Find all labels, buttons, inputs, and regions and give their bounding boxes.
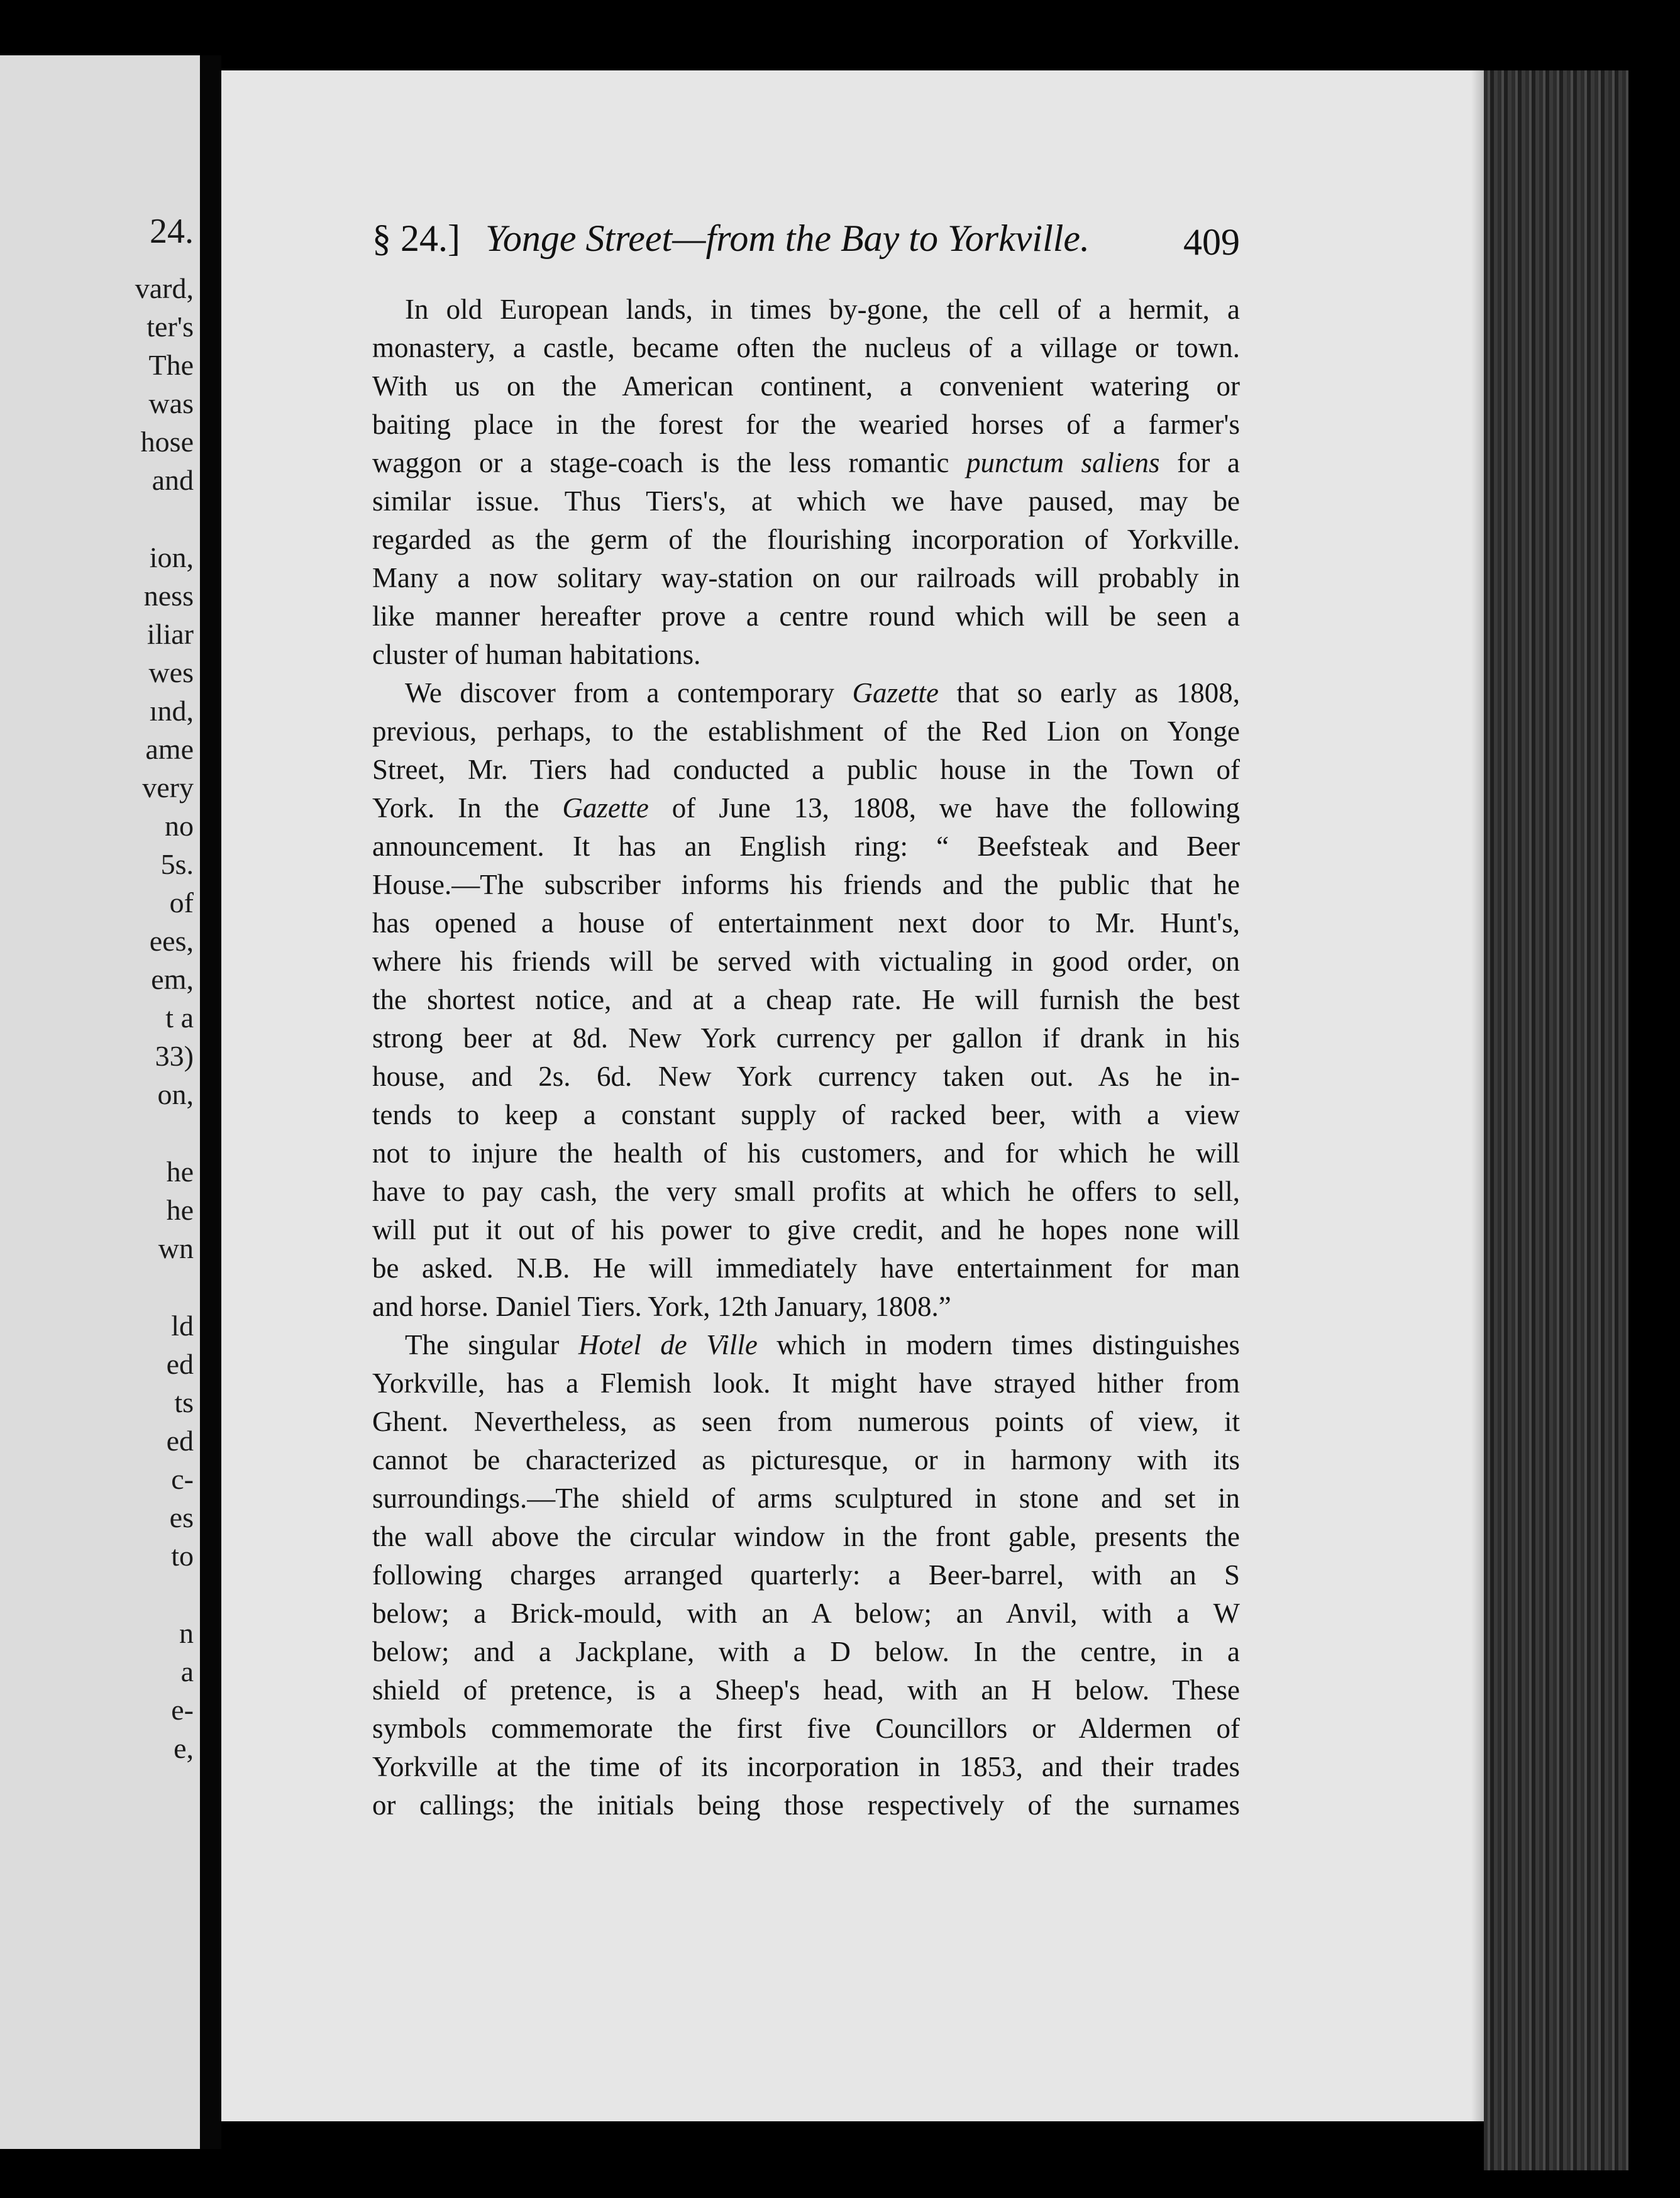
text-line: not to injure the health of his customers, and for which he will: [372, 1137, 1240, 1169]
previous-page-line-fragment: em,: [151, 963, 194, 995]
text-line: [372, 789, 1240, 827]
previous-page-line-fragment: The: [148, 349, 194, 381]
previous-page-line-fragment: [135, 499, 194, 538]
italic-phrase: Hotel de Ville: [578, 1329, 758, 1361]
text-line: and horse. Daniel Tiers. York, 12th January, 1808.”: [372, 1291, 951, 1322]
text-line: With us on the American continent, a convenient watering or: [372, 370, 1240, 402]
previous-page-line-fragment: wn: [158, 1232, 194, 1264]
text-line: monastery, a castle, became often the nucleus of a village or town.: [372, 332, 1240, 363]
previous-page-text: [135, 213, 194, 1767]
previous-page-line-fragment: c-: [171, 1463, 194, 1495]
previous-page-line-fragment: on,: [157, 1078, 194, 1110]
previous-page-line-fragment: ter's: [146, 311, 194, 343]
previous-page-line-fragment: ees,: [149, 925, 194, 957]
text-line: following charges arranged quarterly: a Beer-barrel, with an S: [372, 1559, 1240, 1591]
page-number: 409: [1183, 221, 1240, 263]
previous-page-line-fragment: es: [169, 1501, 194, 1533]
previous-page-line-fragment: n: [179, 1617, 194, 1649]
previous-page-line-fragment: he: [166, 1156, 194, 1188]
previous-page-line-fragment: ion,: [149, 541, 194, 573]
previous-page-line-fragment: [135, 1575, 194, 1614]
previous-page-line-fragment: t a: [165, 1002, 194, 1034]
text-line-segment: of June 13, 1808, we have the following: [648, 792, 1240, 824]
text-line: Yorkville, has a Flemish look. It might have strayed hither from: [372, 1367, 1240, 1399]
text-line: announcement. It has an English ring: “ Beefsteak and Beer: [372, 831, 1240, 862]
text-line: House.—The subscriber informs his friends and the public that he: [372, 869, 1240, 900]
text-line-segment: for a: [1159, 447, 1240, 478]
previous-page-line-fragment: ame: [145, 733, 194, 765]
text-line: where his friends will be served with victualing in good order, on: [372, 946, 1240, 977]
book-gutter: [200, 55, 221, 2149]
text-line-segment: waggon or a stage-coach is the less romantic: [372, 447, 966, 478]
text-line: Ghent. Nevertheless, as seen from numerous points of view, it: [372, 1406, 1240, 1437]
previous-page-line-fragment: ts: [174, 1386, 194, 1418]
previous-page-line-fragment: 33): [155, 1040, 194, 1072]
previous-page-line-fragment: iliar: [146, 618, 194, 650]
text-line: the shortest notice, and at a cheap rate. He will furnish the best: [372, 984, 1240, 1015]
text-line: cannot be characterized as picturesque, or in harmony with its: [372, 1444, 1240, 1476]
text-line: has opened a house of entertainment next door to Mr. Hunt's,: [372, 907, 1240, 939]
text-line: [372, 444, 1240, 482]
previous-page-line-fragment: [135, 1113, 194, 1152]
previous-page-line-fragment: was: [148, 387, 194, 419]
text-line-segment: which in modern times distinguishes: [757, 1329, 1241, 1361]
text-line-segment: that so early as 1808,: [938, 677, 1240, 709]
text-line: similar issue. Thus Tiers's, at which we have paused, may be: [372, 485, 1240, 517]
previous-page-line-fragment: to: [171, 1540, 194, 1572]
text-line: will put it out of his power to give credit, and he hopes none will: [372, 1214, 1240, 1245]
previous-page-line-fragment: ness: [143, 580, 194, 612]
text-line: [372, 1326, 1240, 1364]
previous-page-line-fragment: wes: [148, 656, 194, 688]
running-head-section: § 24.]: [372, 218, 460, 259]
previous-page-line-fragment: very: [142, 771, 194, 804]
text-line: like manner hereafter prove a centre round which will be seen a: [372, 600, 1240, 632]
text-line-segment: The singular: [405, 1329, 578, 1361]
italic-phrase: Gazette: [562, 792, 649, 824]
previous-page-line-fragment: vard,: [135, 272, 194, 304]
previous-page-number: 24.: [150, 212, 194, 251]
previous-page-line-fragment: and: [152, 464, 194, 496]
text-line: Street, Mr. Tiers had conducted a public house in the Town of: [372, 754, 1240, 785]
text-line: cluster of human habitations.: [372, 639, 701, 670]
text-line: strong beer at 8d. New York currency per gallon if drank in his: [372, 1022, 1240, 1054]
text-line: regarded as the germ of the flourishing incorporation of Yorkville.: [372, 524, 1240, 555]
previous-page-line-fragment: ınd,: [149, 695, 194, 727]
text-line: have to pay cash, the very small profits at which he offers to sell,: [372, 1176, 1240, 1207]
text-line: symbols commemorate the first five Councillors or Aldermen of: [372, 1713, 1240, 1744]
text-line: be asked. N.B. He will immediately have entertainment for man: [372, 1252, 1240, 1284]
previous-page-line-fragment: 5s.: [160, 848, 194, 880]
text-line: tends to keep a constant supply of racked beer, with a view: [372, 1099, 1240, 1130]
previous-page-line-fragment: no: [165, 810, 194, 842]
previous-page-line-fragment: ld: [171, 1310, 194, 1342]
previous-page: [0, 55, 200, 2149]
text-line: shield of pretence, is a Sheep's head, with an H below. These: [372, 1674, 1240, 1706]
text-line: previous, perhaps, to the establishment of the Red Lion on Yonge: [372, 715, 1240, 747]
previous-page-line-fragment: of: [169, 886, 194, 919]
italic-phrase: Gazette: [852, 677, 939, 709]
previous-page-line-fragment: ed: [166, 1425, 194, 1457]
text-line: In old European lands, in times by-gone, the cell of a hermit, a: [405, 294, 1240, 325]
text-line-segment: York. In the: [372, 792, 563, 824]
previous-page-line-fragment: a: [180, 1655, 194, 1687]
text-line-segment: We discover from a contemporary: [405, 677, 853, 709]
previous-page-line-fragment: e,: [174, 1732, 194, 1764]
text-line: [372, 674, 1240, 712]
text-line: house, and 2s. 6d. New York currency taken out. As he in-: [372, 1061, 1240, 1092]
text-line: below; and a Jackplane, with a D below. In the centre, in a: [372, 1636, 1240, 1667]
text-line: the wall above the circular window in the front gable, presents the: [372, 1521, 1240, 1552]
previous-page-line-fragment: he: [166, 1194, 194, 1226]
text-line: or callings; the initials being those respectively of the surnames: [372, 1789, 1240, 1821]
running-head-title: Yonge Street—from the Bay to Yorkville.: [485, 218, 1090, 259]
text-line: Many a now solitary way-station on our railroads will probably in: [372, 562, 1240, 594]
running-head: [372, 217, 1240, 267]
text-line: Yorkville at the time of its incorporation in 1853, and their trades: [372, 1751, 1240, 1782]
previous-page-line-fragment: ed: [166, 1348, 194, 1380]
text-line: below; a Brick-mould, with an A below; an Anvil, with a W: [372, 1598, 1240, 1629]
italic-phrase: punctum saliens: [966, 447, 1160, 478]
previous-page-line-fragment: e-: [171, 1694, 194, 1726]
previous-page-line-fragment: hose: [140, 426, 194, 458]
book-page-edges: [1484, 70, 1628, 2170]
body-text: [372, 290, 1240, 1825]
text-line: surroundings.—The shield of arms sculptured in stone and set in: [372, 1483, 1240, 1514]
text-line: baiting place in the forest for the wearied horses of a farmer's: [372, 409, 1240, 440]
previous-page-line-fragment: [135, 1267, 194, 1306]
